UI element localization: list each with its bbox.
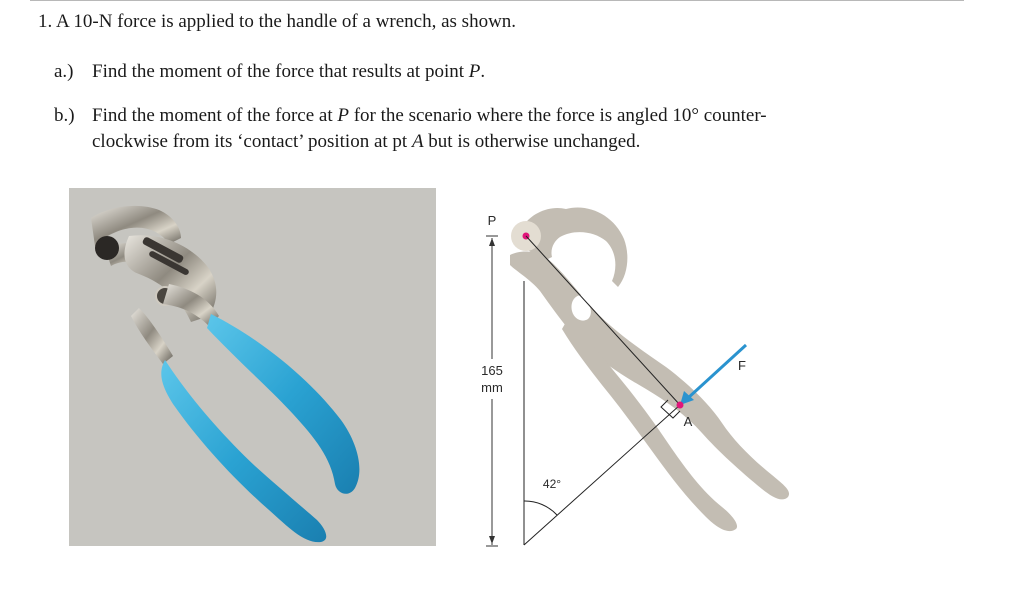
dimension-unit: mm: [481, 380, 503, 395]
point-a-label: A: [683, 414, 693, 429]
part-b-label: b.): [54, 105, 75, 126]
part-a-end: .: [480, 61, 486, 82]
wrench-diagram-svg: [470, 195, 830, 555]
part-b-text1-end: for the scenario where the force is angled 10° counter-: [348, 105, 767, 126]
part-b-var2: A: [411, 131, 424, 152]
dimension-arrow-top: [489, 238, 495, 246]
part-a-label: a.): [54, 61, 74, 82]
lower-handle-metal: [131, 308, 173, 364]
part-b-line2: [54, 129, 970, 155]
problem-text: A 10-N force is applied to the handle of a wrench, as shown.: [55, 11, 517, 32]
pliers-photo: [69, 188, 436, 546]
part-b: [54, 103, 970, 155]
wrench-diagram: [470, 195, 830, 555]
angled-line: [524, 405, 680, 545]
pliers-illustration: [69, 188, 436, 546]
part-b-text2: clockwise from its ‘contact’ position at pt: [92, 131, 412, 152]
problem-number: 1.: [38, 11, 53, 32]
part-a-text: Find the moment of the force that results at point: [92, 61, 469, 82]
angle-arc: [524, 501, 557, 515]
force-label: F: [738, 358, 746, 373]
top-rule: [30, 0, 964, 1]
part-b-text1: Find the moment of the force at: [92, 105, 338, 126]
problem-statement: [38, 11, 516, 33]
part-b-var1: P: [337, 105, 349, 126]
angle-label: 42°: [542, 477, 562, 491]
point-p-label: P: [487, 213, 497, 228]
jaw-opening: [95, 236, 119, 260]
part-b-text2-end: but is otherwise unchanged.: [423, 131, 641, 152]
point-a-marker: [677, 402, 684, 409]
dimension-arrow-bottom: [489, 536, 495, 544]
part-a: [54, 59, 485, 85]
dimension-value: 165: [481, 363, 503, 378]
part-a-var: P: [468, 61, 481, 82]
part-b-line1: [54, 103, 970, 129]
